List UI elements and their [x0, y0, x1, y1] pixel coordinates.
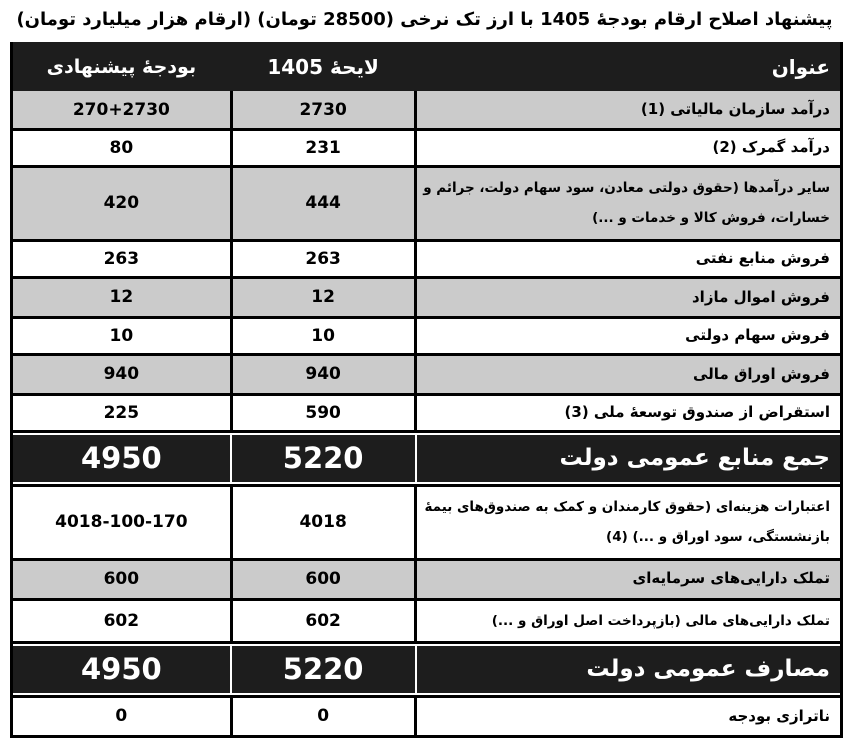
bill-1405-value: 602 — [230, 601, 417, 641]
table-row — [13, 168, 840, 242]
row-label: مصارف عمومی دولت — [586, 655, 830, 682]
table-row — [13, 396, 840, 433]
proposed-budget-value: 12 — [109, 287, 134, 308]
page-title: پیشنهاد اصلاح ارقام بودجۀ 1405 با ارز تک نرخی (28500 تومان) (ارقام هزار میلیارد تومان) — [16, 9, 833, 30]
row-label: جمع منابع عمومی دولت — [559, 444, 830, 471]
table-row — [13, 356, 840, 396]
bill-1405-value: 263 — [230, 242, 417, 276]
proposed-budget-value: 940 — [103, 364, 140, 385]
row-label: تملک دارایی‌های سرمایه‌ای — [632, 569, 830, 588]
bill-1405-value: 590 — [230, 396, 417, 430]
table-row — [13, 131, 840, 168]
row-label: فروش منابع نفتی — [695, 249, 830, 267]
bill-1405-value: 4018 — [230, 487, 417, 558]
table-row — [13, 279, 840, 319]
table-row — [13, 644, 840, 698]
proposed-budget-value: 602 — [103, 610, 140, 631]
row-label: ناترازی بودجه — [728, 706, 830, 725]
table-row — [13, 91, 840, 131]
proposed-budget-value: 4950 — [80, 441, 162, 476]
row-label: اعتبارات هزینه‌ای (حقوق کارمندان و کمک به صندوق‌های بیمۀ بازنشستگی، سود اوراق و ...) (4) — [424, 498, 830, 546]
proposed-budget-value: 270+2730 — [72, 99, 170, 120]
table-row — [13, 487, 840, 561]
table-header-row — [13, 42, 840, 91]
proposed-budget-value: 420 — [103, 193, 140, 214]
bill-1405-value: 12 — [230, 279, 417, 316]
table-body — [13, 91, 840, 735]
bill-1405-value: 0 — [230, 698, 417, 735]
proposed-budget-value: 4018-100-170 — [55, 512, 188, 533]
proposed-budget-value: 4950 — [80, 652, 162, 687]
table-row — [13, 319, 840, 356]
table-row — [13, 242, 840, 279]
bill-1405-value: 5220 — [230, 644, 417, 695]
table-row — [13, 561, 840, 601]
row-label: درآمد سازمان مالیاتی (1) — [640, 99, 830, 118]
row-label: فروش اموال مازاد — [691, 287, 830, 306]
column-header-title: عنوان — [771, 54, 830, 79]
budget-table — [10, 42, 843, 738]
column-header-proposed-budget: بودجۀ پیشنهادی — [46, 55, 197, 78]
row-label: سایر درآمدها (حقوق دولتی معادن، سود سهام دولت، جرائم و خسارات، فروش کالا و خدمات و ...) — [423, 180, 830, 227]
row-label: استقراض از صندوق توسعۀ ملی (3) — [564, 403, 830, 421]
table-row — [13, 433, 840, 487]
row-label: درآمد گمرک (2) — [712, 138, 830, 157]
bill-1405-value: 2730 — [230, 91, 417, 128]
proposed-budget-value: 600 — [103, 569, 140, 589]
bill-1405-value: 940 — [230, 356, 417, 393]
row-label: فروش اوراق مالی — [693, 364, 830, 383]
proposed-budget-value: 225 — [103, 402, 140, 423]
bill-1405-value: 444 — [230, 168, 417, 239]
proposed-budget-value: 80 — [109, 138, 134, 158]
bill-1405-value: 231 — [230, 131, 417, 165]
proposed-budget-value: 263 — [103, 248, 140, 269]
table-row — [13, 698, 840, 735]
row-label: تملک دارایی‌های مالی (بازپرداخت اصل اوراق و ...) — [491, 612, 830, 629]
bill-1405-value: 5220 — [230, 433, 417, 484]
proposed-budget-value: 0 — [115, 706, 128, 727]
bill-1405-value: 600 — [230, 561, 417, 598]
proposed-budget-value: 10 — [109, 325, 134, 346]
bill-1405-value: 10 — [230, 319, 417, 353]
row-label: فروش سهام دولتی — [685, 326, 830, 344]
table-row — [13, 601, 840, 644]
column-header-bill-1405: لایحۀ 1405 — [230, 42, 417, 91]
